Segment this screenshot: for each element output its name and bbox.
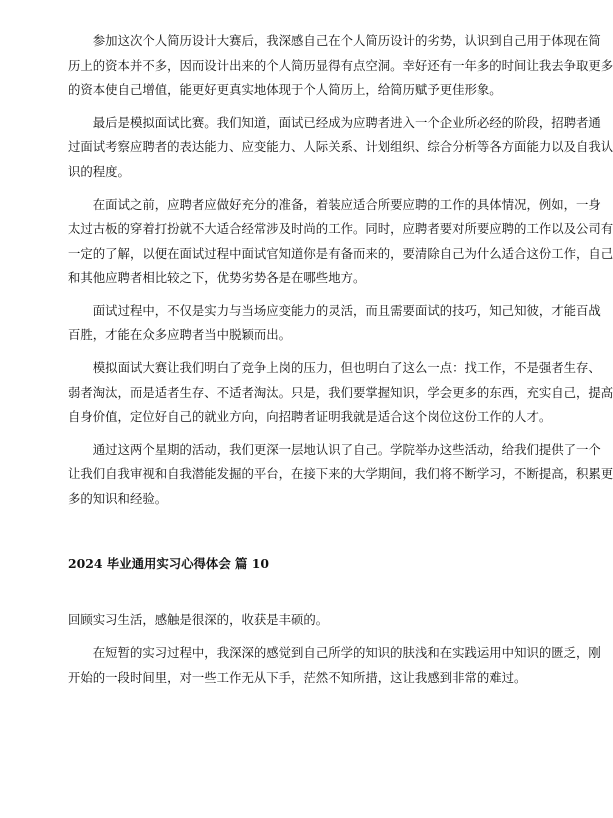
text-line: 识的程度。: [68, 163, 130, 179]
body-text-before: [68, 29, 613, 511]
text-line: 多的知识和经验。: [68, 490, 168, 506]
text-line: 开始的一段时间里，对一些工作无从下手，茫然不知所措，这让我感到非常的难过。: [68, 669, 527, 685]
paragraph: [68, 111, 613, 185]
text-line: 太过古板的穿着打扮就不大适合经常涉及时尚的工作。同时，应聘者要对所要应聘的工作以及公司有: [68, 221, 613, 237]
paragraph: [68, 299, 601, 348]
paragraph: [68, 193, 613, 291]
text-line: 通过这两个星期的活动，我们更深一层地认识了自己。学院举办这些活动，给我们提供了一个: [92, 441, 601, 457]
text-line: 一定的了解，以便在面试过程中面试官知道你是有备而来的，要清除自己为什么适合这份工作，自己: [68, 245, 613, 261]
body-text-after: [68, 608, 601, 690]
section-heading: 2024 毕业通用实习心得体会 篇 10: [68, 555, 269, 571]
text-line: 历上的资本并不多，因而设计出来的个人简历显得有点空洞。幸好还有一年多的时间让我去争取更多: [68, 57, 613, 73]
text-line: 最后是模拟面试比赛。我们知道，面试已经成为应聘者进入一个企业所必经的阶段，招聘者通: [92, 114, 601, 130]
text-line: 参加这次个人简历设计大赛后，我深感自己在个人简历设计的劣势，认识到自己用于体现在简: [92, 33, 601, 48]
text-line: 回顾实习生活，感触是很深的，收获是丰硕的。: [68, 612, 329, 628]
paragraph: [68, 356, 613, 430]
text-line: 百胜，才能在众多应聘者当中脱颖而出。: [68, 327, 292, 343]
paragraph: [68, 608, 522, 633]
text-line: 弱者淘汰，而是适者生存、不适者淘汰。只是，我们要掌握知识，学会更多的东西，充实自己，提高: [68, 384, 613, 400]
text-line: 的资本使自己增值，能更好更真实地体现于个人简历上，给简历赋予更佳形象。: [68, 82, 502, 97]
text-line: 自身价值，定位好自己的就业方向，向招聘者证明我就是适合这个岗位这份工作的人才。: [68, 409, 552, 425]
paragraph: [68, 641, 601, 690]
text-line: 在短暂的实习过程中，我深深的感觉到自己所学的知识的肤浅和在实践运用中知识的匮乏，刚: [92, 645, 601, 661]
paragraph: [68, 29, 613, 103]
text-line: 模拟面试大赛让我们明白了竞争上岗的压力，但也明白了这么一点：找工作，不是强者生存、: [92, 360, 601, 376]
spacer: [68, 576, 522, 608]
paragraph: [68, 438, 613, 512]
text-line: 让我们自我审视和自我潜能发掘的平台，在接下来的大学期间，我们将不断学习，不断提高，积累更: [68, 466, 613, 482]
text-line: 过面试考察应聘者的表达能力、应变能力、人际关系、计划组织、综合分析等各方面能力以及自我认: [68, 139, 613, 155]
text-line: 在面试之前，应聘者应做好充分的准备，着装应适合所要应聘的工作的具体情况，例如，一身: [92, 196, 601, 212]
text-line: 面试过程中，不仅是实力与当场应变能力的灵活，而且需要面试的技巧，知己知彼，才能百战: [92, 302, 601, 318]
spacer: [68, 520, 522, 552]
text-line: 和其他应聘者相比较之下，优势劣势各是在哪些地方。: [68, 270, 366, 286]
